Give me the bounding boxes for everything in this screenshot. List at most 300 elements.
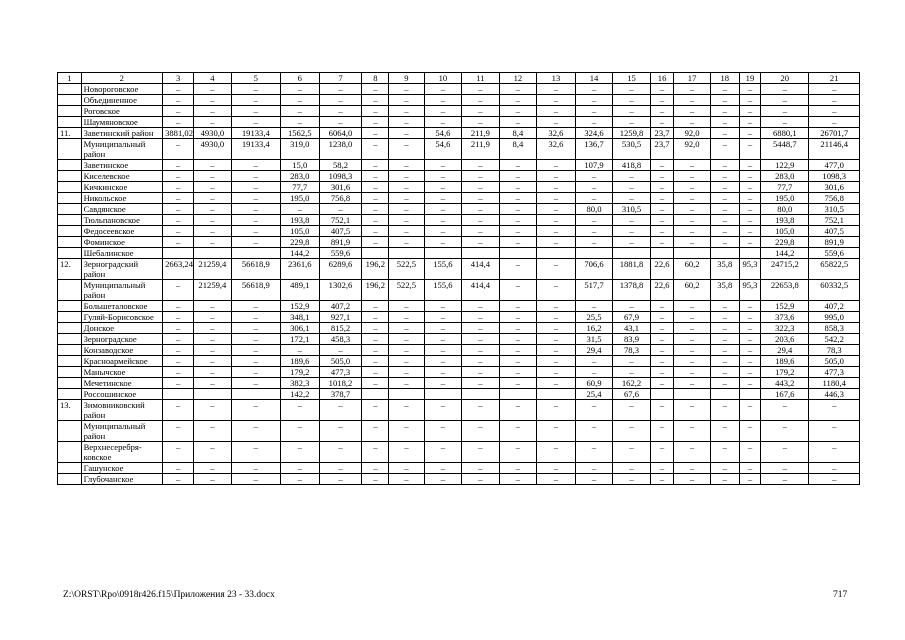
value-cell: –	[424, 378, 462, 389]
value-cell: –	[499, 237, 537, 248]
settlement-name-cell: Красноармейское	[81, 356, 162, 367]
value-cell: –	[739, 160, 760, 171]
row-index-cell	[58, 442, 82, 463]
value-cell: –	[424, 204, 462, 215]
value-cell: –	[362, 204, 389, 215]
value-cell: –	[674, 301, 710, 312]
value-cell: 155,6	[424, 280, 462, 301]
value-cell: –	[163, 84, 194, 95]
value-cell: 80,0	[761, 204, 809, 215]
value-cell: –	[613, 356, 651, 367]
value-cell: 1259,8	[613, 128, 651, 139]
value-cell: 211,9	[462, 128, 500, 139]
value-cell	[739, 248, 760, 259]
value-cell: –	[575, 474, 613, 485]
value-cell: –	[710, 106, 739, 117]
settlement-name-cell: Зерноградское	[81, 334, 162, 345]
value-cell: –	[231, 334, 280, 345]
value-cell: –	[163, 182, 194, 193]
value-cell: 407,5	[319, 226, 362, 237]
value-cell: 2663,24	[163, 259, 194, 280]
column-number-cell: 3	[163, 73, 194, 84]
value-cell: –	[362, 84, 389, 95]
row-index-cell	[58, 95, 82, 106]
value-cell: 193,8	[280, 215, 319, 226]
value-cell: –	[362, 312, 389, 323]
value-cell	[499, 248, 537, 259]
settlement-name-cell: Никольское	[81, 193, 162, 204]
value-cell: –	[194, 226, 232, 237]
value-cell: 107,9	[575, 160, 613, 171]
value-cell: –	[499, 301, 537, 312]
value-cell: –	[499, 117, 537, 128]
value-cell: 195,0	[280, 193, 319, 204]
value-cell: –	[710, 128, 739, 139]
value-cell: –	[710, 301, 739, 312]
value-cell: –	[319, 106, 362, 117]
value-cell: –	[499, 323, 537, 334]
value-cell: 418,8	[613, 160, 651, 171]
value-cell: –	[613, 367, 651, 378]
row-index-cell	[58, 367, 82, 378]
value-cell: 1180,4	[809, 378, 860, 389]
value-cell: 78,3	[613, 345, 651, 356]
value-cell: 324,6	[575, 128, 613, 139]
value-cell: –	[809, 95, 860, 106]
settlement-name-cell: Шаумяновское	[81, 117, 162, 128]
value-cell: –	[389, 128, 424, 139]
value-cell: –	[739, 301, 760, 312]
value-cell: –	[462, 442, 500, 463]
value-cell: –	[231, 323, 280, 334]
table-row	[58, 334, 860, 345]
value-cell: –	[389, 237, 424, 248]
value-cell: –	[231, 378, 280, 389]
value-cell: –	[163, 356, 194, 367]
value-cell: –	[194, 193, 232, 204]
value-cell: –	[462, 312, 500, 323]
row-index-cell	[58, 301, 82, 312]
value-cell: –	[537, 367, 576, 378]
value-cell: –	[462, 237, 500, 248]
value-cell: –	[499, 259, 537, 280]
value-cell: 283,0	[761, 171, 809, 182]
value-cell: –	[231, 215, 280, 226]
value-cell: –	[231, 356, 280, 367]
value-cell: 152,9	[280, 301, 319, 312]
value-cell: –	[280, 204, 319, 215]
page-number: 717	[833, 590, 848, 600]
value-cell: 195,0	[761, 193, 809, 204]
value-cell: 477,3	[809, 367, 860, 378]
value-cell: 477,3	[319, 367, 362, 378]
table-row	[58, 312, 860, 323]
value-cell: –	[362, 182, 389, 193]
value-cell: –	[194, 84, 232, 95]
value-cell: –	[362, 474, 389, 485]
value-cell: 136,7	[575, 139, 613, 160]
value-cell: –	[499, 95, 537, 106]
value-cell: –	[575, 237, 613, 248]
value-cell: –	[537, 259, 576, 280]
value-cell: –	[710, 182, 739, 193]
value-cell: 65822,5	[809, 259, 860, 280]
value-cell: –	[424, 160, 462, 171]
value-cell: 144,2	[280, 248, 319, 259]
value-cell: –	[710, 378, 739, 389]
value-cell: –	[537, 204, 576, 215]
value-cell: –	[537, 117, 576, 128]
value-cell: –	[424, 117, 462, 128]
settlement-name-cell: Россошинское	[81, 389, 162, 400]
table-row	[58, 160, 860, 171]
value-cell: –	[739, 193, 760, 204]
table-row	[58, 248, 860, 259]
value-cell: –	[389, 442, 424, 463]
settlement-name-cell: Манычское	[81, 367, 162, 378]
row-index-cell	[58, 171, 82, 182]
value-cell: 60332,5	[809, 280, 860, 301]
value-cell: 15,0	[280, 160, 319, 171]
table-row	[58, 95, 860, 106]
value-cell: 6880,1	[761, 128, 809, 139]
value-cell: –	[575, 95, 613, 106]
value-cell: –	[674, 215, 710, 226]
value-cell: –	[739, 117, 760, 128]
value-cell: –	[499, 334, 537, 345]
table-row	[58, 139, 860, 160]
value-cell: –	[499, 280, 537, 301]
value-cell: 23,7	[650, 128, 674, 139]
table-row	[58, 421, 860, 442]
value-cell: –	[613, 442, 651, 463]
value-cell: –	[650, 334, 674, 345]
value-cell: –	[537, 356, 576, 367]
column-number-cell: 2	[81, 73, 162, 84]
table-row	[58, 182, 860, 193]
table-row	[58, 378, 860, 389]
value-cell: –	[761, 400, 809, 421]
value-cell: –	[231, 312, 280, 323]
value-cell: –	[674, 345, 710, 356]
value-cell: –	[499, 442, 537, 463]
value-cell: –	[575, 226, 613, 237]
value-cell: –	[389, 463, 424, 474]
value-cell: –	[424, 226, 462, 237]
value-cell: –	[499, 474, 537, 485]
value-cell: –	[674, 367, 710, 378]
value-cell: –	[674, 421, 710, 442]
value-cell: –	[710, 312, 739, 323]
value-cell: –	[424, 171, 462, 182]
value-cell	[389, 389, 424, 400]
row-index-cell	[58, 312, 82, 323]
value-cell: –	[231, 442, 280, 463]
column-number-cell: 20	[761, 73, 809, 84]
column-number-cell: 5	[231, 73, 280, 84]
value-cell: –	[613, 215, 651, 226]
row-index-cell	[58, 389, 82, 400]
value-cell: –	[674, 204, 710, 215]
value-cell: –	[739, 139, 760, 160]
value-cell: –	[710, 323, 739, 334]
value-cell: –	[462, 215, 500, 226]
value-cell: –	[809, 421, 860, 442]
value-cell: –	[613, 182, 651, 193]
value-cell: –	[389, 182, 424, 193]
value-cell: 105,0	[761, 226, 809, 237]
value-cell: –	[389, 139, 424, 160]
value-cell: –	[163, 421, 194, 442]
value-cell: –	[650, 367, 674, 378]
value-cell: 54,6	[424, 128, 462, 139]
value-cell: –	[739, 345, 760, 356]
value-cell: 189,6	[761, 356, 809, 367]
value-cell: –	[537, 171, 576, 182]
value-cell: –	[761, 95, 809, 106]
value-cell: –	[389, 345, 424, 356]
value-cell: –	[389, 226, 424, 237]
table-row	[58, 356, 860, 367]
value-cell: –	[389, 356, 424, 367]
value-cell: –	[674, 334, 710, 345]
value-cell: –	[710, 193, 739, 204]
value-cell: 172,1	[280, 334, 319, 345]
column-number-cell: 14	[575, 73, 613, 84]
value-cell: 54,6	[424, 139, 462, 160]
value-cell: 310,5	[809, 204, 860, 215]
value-cell: –	[537, 421, 576, 442]
value-cell: 1562,5	[280, 128, 319, 139]
value-cell: 378,7	[319, 389, 362, 400]
value-cell: –	[319, 463, 362, 474]
table-row	[58, 171, 860, 182]
value-cell: –	[499, 312, 537, 323]
value-cell: 122,9	[761, 160, 809, 171]
value-cell: –	[674, 117, 710, 128]
value-cell: –	[462, 106, 500, 117]
value-cell	[462, 389, 500, 400]
settlement-name-cell: Новороговское	[81, 84, 162, 95]
value-cell	[362, 248, 389, 259]
value-cell: 80,0	[575, 204, 613, 215]
settlement-name-cell: Гашунское	[81, 463, 162, 474]
value-cell: –	[710, 345, 739, 356]
settlement-name-cell: Гуляй-Борисовское	[81, 312, 162, 323]
value-cell: –	[163, 323, 194, 334]
value-cell: 60,2	[674, 259, 710, 280]
value-cell: –	[163, 400, 194, 421]
value-cell: –	[537, 215, 576, 226]
value-cell: 203,6	[761, 334, 809, 345]
value-cell: –	[575, 84, 613, 95]
value-cell: –	[362, 334, 389, 345]
value-cell: –	[710, 95, 739, 106]
value-cell: –	[499, 160, 537, 171]
value-cell: –	[319, 84, 362, 95]
value-cell: –	[739, 106, 760, 117]
value-cell: –	[462, 117, 500, 128]
value-cell: –	[424, 323, 462, 334]
value-cell: –	[613, 301, 651, 312]
value-cell: 1238,0	[319, 139, 362, 160]
value-cell: –	[163, 139, 194, 160]
value-cell: 458,3	[319, 334, 362, 345]
value-cell: 1302,6	[319, 280, 362, 301]
value-cell: –	[537, 334, 576, 345]
value-cell: 22,6	[650, 280, 674, 301]
value-cell: –	[362, 193, 389, 204]
value-cell	[739, 389, 760, 400]
table-row	[58, 323, 860, 334]
value-cell: 1098,3	[809, 171, 860, 182]
value-cell: –	[761, 84, 809, 95]
value-cell	[231, 248, 280, 259]
value-cell: –	[231, 204, 280, 215]
value-cell: 92,0	[674, 128, 710, 139]
value-cell: –	[389, 474, 424, 485]
value-cell: –	[319, 117, 362, 128]
value-cell: 22,6	[650, 259, 674, 280]
value-cell: –	[739, 312, 760, 323]
settlement-name-cell: Большеталовское	[81, 301, 162, 312]
value-cell: –	[739, 334, 760, 345]
value-cell: 4930,0	[194, 139, 232, 160]
value-cell: 77,7	[280, 182, 319, 193]
value-cell: –	[462, 474, 500, 485]
value-cell: –	[163, 193, 194, 204]
value-cell	[575, 248, 613, 259]
value-cell: –	[674, 182, 710, 193]
value-cell: 35,8	[710, 280, 739, 301]
value-cell: –	[674, 160, 710, 171]
settlement-name-cell: Конзаводское	[81, 345, 162, 356]
value-cell: –	[362, 95, 389, 106]
value-cell: –	[674, 474, 710, 485]
value-cell: –	[462, 171, 500, 182]
value-cell: –	[462, 378, 500, 389]
value-cell: –	[650, 463, 674, 474]
value-cell: –	[761, 463, 809, 474]
value-cell: 95,3	[739, 280, 760, 301]
value-cell: –	[710, 215, 739, 226]
row-index-cell	[58, 378, 82, 389]
value-cell: 21146,4	[809, 139, 860, 160]
value-cell: 530,5	[613, 139, 651, 160]
value-cell: –	[163, 312, 194, 323]
value-cell: 16,2	[575, 323, 613, 334]
value-cell: 25,4	[575, 389, 613, 400]
value-cell: –	[575, 421, 613, 442]
value-cell	[194, 389, 232, 400]
value-cell: 322,3	[761, 323, 809, 334]
value-cell: –	[674, 193, 710, 204]
data-table	[57, 72, 860, 485]
value-cell: 706,6	[575, 259, 613, 280]
settlement-name-cell: Зерноградский район	[81, 259, 162, 280]
row-index-cell: 11.	[58, 128, 82, 139]
value-cell: –	[499, 345, 537, 356]
value-cell: –	[809, 442, 860, 463]
value-cell: 306,1	[280, 323, 319, 334]
value-cell: –	[499, 193, 537, 204]
value-cell: –	[809, 84, 860, 95]
settlement-name-cell: Муниципальный район	[81, 421, 162, 442]
value-cell: –	[424, 334, 462, 345]
value-cell: –	[362, 345, 389, 356]
column-number-cell: 6	[280, 73, 319, 84]
value-cell: –	[537, 160, 576, 171]
value-cell: 995,0	[809, 312, 860, 323]
value-cell	[650, 248, 674, 259]
settlement-name-cell: Муниципальный район	[81, 139, 162, 160]
value-cell: –	[231, 106, 280, 117]
column-number-cell: 1	[58, 73, 82, 84]
value-cell: –	[231, 345, 280, 356]
row-index-cell	[58, 204, 82, 215]
table-row	[58, 463, 860, 474]
value-cell: –	[499, 378, 537, 389]
value-cell: –	[389, 204, 424, 215]
value-cell: –	[462, 400, 500, 421]
value-cell: –	[462, 84, 500, 95]
value-cell: –	[739, 463, 760, 474]
row-index-cell	[58, 84, 82, 95]
value-cell: –	[613, 84, 651, 95]
value-cell: –	[424, 95, 462, 106]
value-cell: –	[194, 171, 232, 182]
value-cell: –	[231, 182, 280, 193]
row-index-cell	[58, 345, 82, 356]
value-cell: –	[650, 442, 674, 463]
value-cell: –	[163, 378, 194, 389]
value-cell: 1018,2	[319, 378, 362, 389]
value-cell: 414,4	[462, 280, 500, 301]
value-cell: –	[362, 400, 389, 421]
value-cell: –	[280, 345, 319, 356]
value-cell: –	[231, 367, 280, 378]
row-index-cell: 13.	[58, 400, 82, 421]
value-cell: –	[163, 215, 194, 226]
table-row	[58, 84, 860, 95]
value-cell: –	[650, 95, 674, 106]
value-cell: –	[163, 334, 194, 345]
row-index-cell	[58, 117, 82, 128]
value-cell: –	[163, 171, 194, 182]
value-cell: –	[194, 117, 232, 128]
value-cell: –	[462, 182, 500, 193]
value-cell: –	[389, 160, 424, 171]
value-cell: 142,2	[280, 389, 319, 400]
settlement-name-cell: Мечетинское	[81, 378, 162, 389]
value-cell: –	[362, 139, 389, 160]
value-cell: –	[319, 400, 362, 421]
value-cell: 283,0	[280, 171, 319, 182]
value-cell: 229,8	[761, 237, 809, 248]
column-number-cell: 21	[809, 73, 860, 84]
value-cell	[462, 248, 500, 259]
value-cell: –	[739, 367, 760, 378]
table-row	[58, 442, 860, 463]
value-cell: 21259,4	[194, 259, 232, 280]
column-number-cell: 4	[194, 73, 232, 84]
value-cell: –	[613, 226, 651, 237]
row-index-cell	[58, 160, 82, 171]
value-cell: 189,6	[280, 356, 319, 367]
value-cell: 752,1	[809, 215, 860, 226]
value-cell: 443,2	[761, 378, 809, 389]
value-cell: –	[462, 367, 500, 378]
